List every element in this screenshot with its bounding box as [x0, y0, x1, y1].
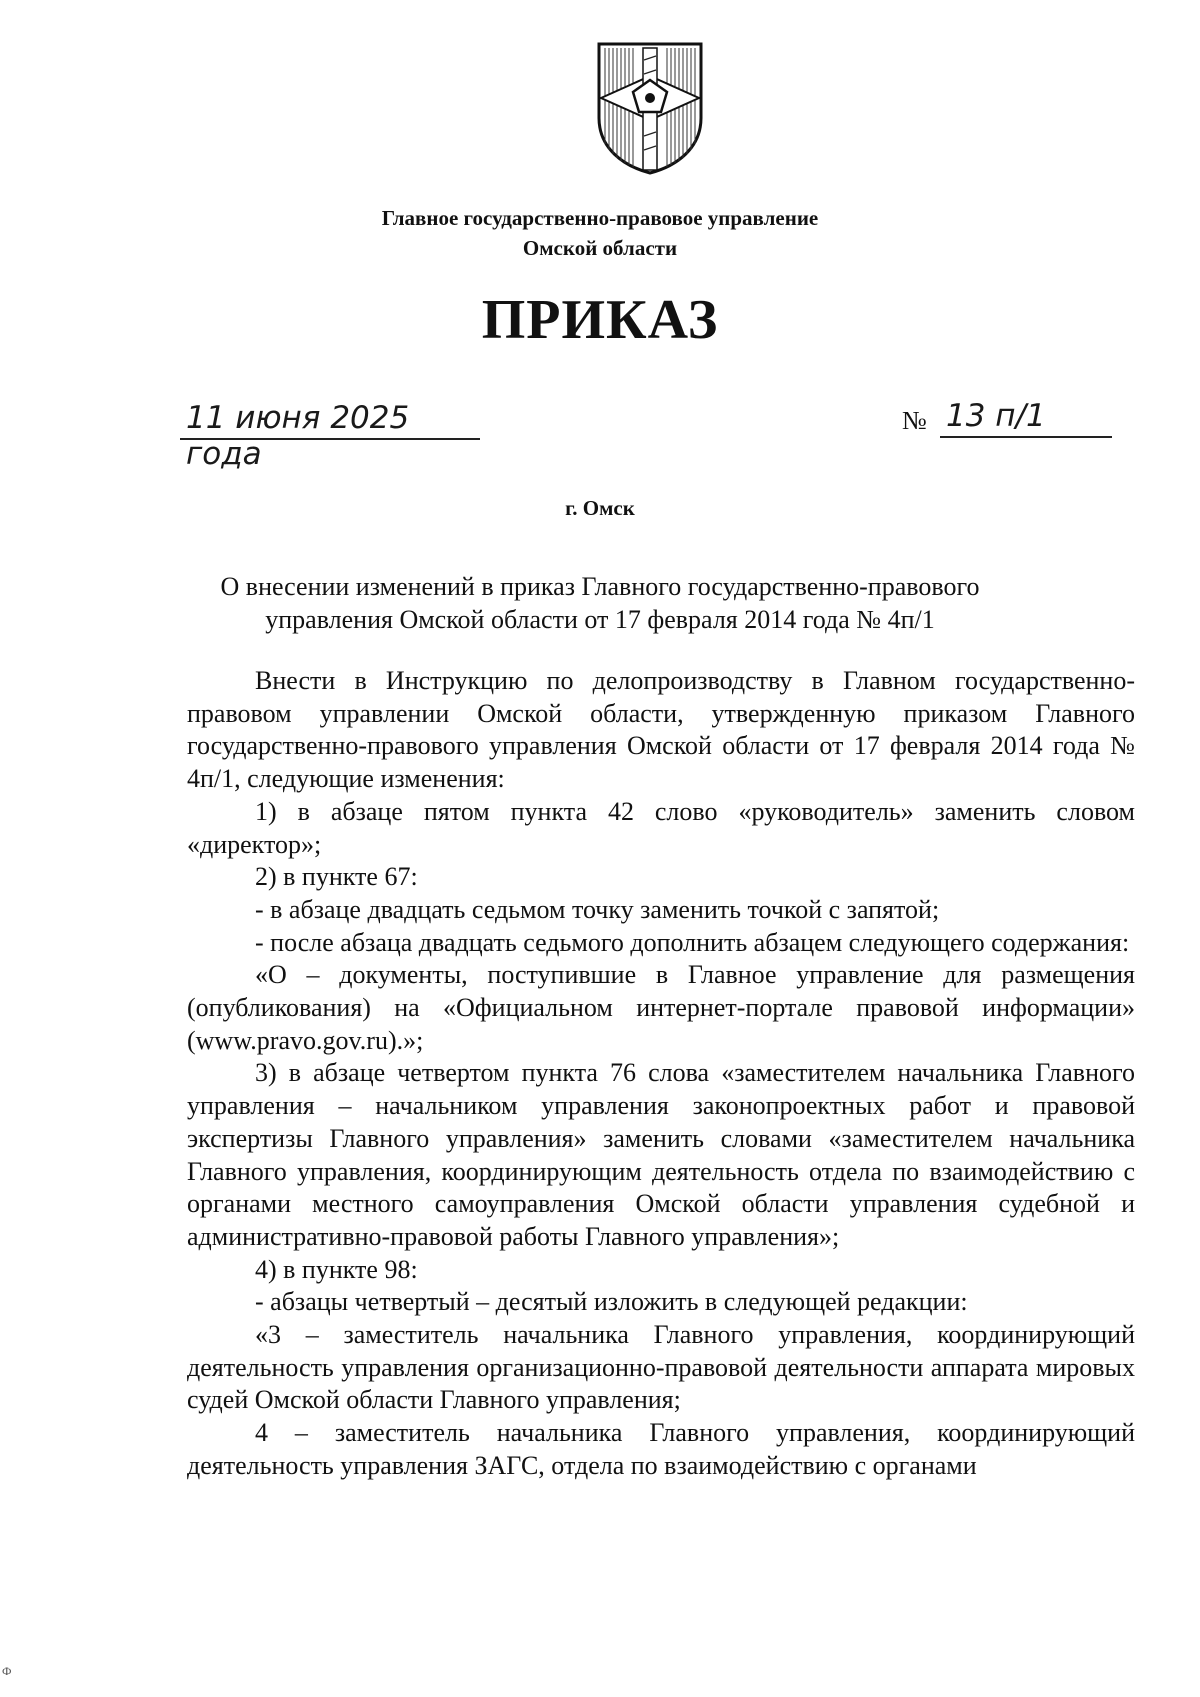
city-name: г. Омск — [565, 496, 635, 520]
subject-line-1: О внесении изменений в приказ Главного государственно-правового — [220, 572, 980, 601]
body-paragraph: 4) в пункте 98: — [255, 1254, 418, 1284]
document-subject — [0, 570, 1200, 636]
body-paragraph: - абзацы четвертый – десятый изложить в следующей редакции: — [255, 1287, 968, 1317]
body-paragraph: 4 – заместитель начальника Главного управления, координирующий деятельность управления ЗАГС, отдела по взаимодействию с органами — [187, 1418, 1135, 1480]
number-underline — [940, 436, 1112, 438]
body-paragraph: 2) в пункте 67: — [255, 862, 418, 892]
number-sign: № — [902, 406, 927, 435]
organization-name-line-2: Омской области — [522, 236, 678, 260]
document-type-title: ПРИКАЗ — [481, 289, 719, 351]
body-paragraph: «3 – заместитель начальника Главного управления, координирующий деятельность управления организационно-правовой деятельности аппарата мировых судей Омской области Главного управления; — [187, 1320, 1135, 1415]
body-paragraph: Внести в Инструкцию по делопроизводству в Главном государственно-правовом управлении Омской области, утвержденную приказом Главного государственно-правового управления Омской области от 17 февраля 2014 года № 4п/1, следующие изменения: — [187, 666, 1135, 794]
document-number-block — [902, 398, 1112, 442]
body-paragraph: - в абзаце двадцать седьмом точку заменить точкой с запятой; — [255, 894, 940, 924]
body-paragraph: «О – документы, поступившие в Главное управление для размещения (опубликования) на «Официальном интернет-портале правовой информации» (www.pravo.gov.ru).»; — [187, 960, 1135, 1055]
subject-line-2: управления Омской области от 17 февраля 2014 года № 4п/1 — [265, 605, 935, 634]
body-paragraph: 3) в абзаце четвертом пункта 76 слова «заместителем начальника Главного управления – начальником управления законопроектных работ и правовой экспертизы Главного управления» заменить словами «заместителем начальника Главного управления, координирующим деятельность отдела по взаимодействию с органами местного самоуправления Омской области управления судебной и административно-правовой работы Главного управления»; — [187, 1058, 1135, 1251]
body-paragraph: - после абзаца двадцать седьмого дополнить абзацем следующего содержания: — [255, 927, 1130, 957]
body-paragraph: 1) в абзаце пятом пункта 42 слово «руководитель» заменить словом «директор»; — [187, 796, 1135, 859]
scan-margin-mark: Ф — [2, 1664, 12, 1678]
handwritten-number: 13 п/1 — [946, 398, 1046, 434]
date-underline — [180, 438, 480, 440]
organization-name-line-1: Главное государственно-правовое управление — [381, 206, 819, 230]
handwritten-date: 11 июня 2025 года — [186, 400, 410, 472]
document-body — [187, 665, 1135, 1483]
coat-of-arms-emblem — [593, 40, 707, 176]
